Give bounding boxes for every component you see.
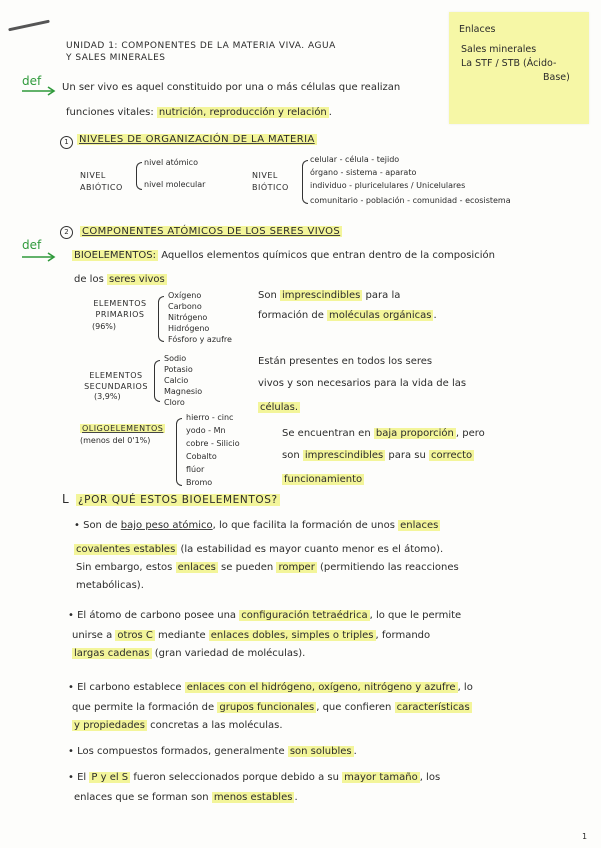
sticky-note-title: Enlaces — [459, 24, 496, 35]
element-item: Fósforo y azufre — [168, 335, 232, 344]
element-item: Cobalto — [186, 452, 217, 461]
element-item: Oxígeno — [168, 291, 202, 300]
element-item: Bromo — [186, 478, 213, 487]
biotic-item: individuo - pluricelulares / Unicelulares — [310, 181, 466, 190]
bullet-line: largas cadenas (gran variedad de moléculas). — [74, 648, 306, 659]
brace — [302, 160, 308, 204]
oligo-description-cont: son imprescindibles para su correcto — [282, 450, 473, 461]
arrow-right-icon — [20, 252, 58, 262]
bullet-line: unirse a otros C mediante enlaces dobles, simples o triples , formando — [72, 630, 431, 641]
bullet-line: • El carbono establece enlaces con el hidrógeno, oxígeno, nitrógeno y azufre , lo — [68, 682, 473, 693]
oligo-pct: (menos del 0'1%) — [80, 436, 151, 445]
element-item: Carbono — [168, 302, 202, 311]
why-question: ¿POR QUÉ ESTOS BIOELEMENTOS? — [78, 494, 278, 506]
element-item: Magnesio — [164, 387, 203, 396]
intro-line-1: Un ser vivo es aquel constituido por una o más células que realizan — [62, 82, 401, 93]
biotic-item: órgano - sistema - aparato — [310, 168, 417, 177]
element-item: Calcio — [164, 376, 189, 385]
bioelementos-definition-cont: de los seres vivos — [74, 274, 165, 285]
primarios-label: ELEMENTOS PRIMARIOS — [93, 299, 147, 319]
bullet-line: • Los compuestos formados, generalmente son solubles . — [68, 746, 357, 757]
section-number: 1 — [60, 136, 73, 149]
section-title: NIVELES DE ORGANIZACIÓN DE LA MATERIA — [79, 134, 315, 145]
primarios-description: Son imprescindibles para la — [258, 290, 401, 301]
sticky-note-line: La STF / STB (Ácido- — [461, 58, 557, 69]
biotic-label: NIVEL BIÓTICO — [252, 171, 289, 192]
element-item: Nitrógeno — [168, 313, 208, 322]
margin-def-label: def — [22, 74, 42, 88]
oligo-description-cont: funcionamiento — [284, 474, 363, 485]
biotic-item: celular - célula - tejido — [310, 155, 400, 164]
sub-arrow: L — [62, 492, 69, 506]
section-title: COMPONENTES ATÓMICOS DE LOS SERES VIVOS — [82, 226, 341, 237]
bullet-line: • El átomo de carbono posee una configuración tetraédrica , lo que le permite — [68, 610, 462, 621]
brace — [136, 162, 142, 190]
element-item: Sodio — [164, 354, 187, 363]
abiotic-item: nivel atómico — [144, 158, 198, 167]
arrow-right-icon — [20, 86, 58, 96]
bullet-line: Sin embargo, estos enlaces se pueden romper (permitiendo las reacciones — [76, 562, 459, 573]
page-number: 1 — [582, 832, 588, 841]
bullet-line: • El P y el S fueron seleccionados porque debido a su mayor tamaño , los — [68, 772, 441, 783]
bullet-line: covalentes estables (la estabilidad es mayor cuanto menor es el átomo). — [76, 544, 444, 555]
primarios-description-cont: formación de moléculas orgánicas . — [258, 310, 437, 321]
element-item: hierro - cinc — [186, 413, 234, 422]
biotic-item: comunitario - población - comunidad - ecosistema — [310, 196, 511, 205]
element-item: Hidrógeno — [168, 324, 210, 333]
pen-stroke-mark — [8, 20, 50, 32]
sticky-note-line: Base) — [543, 72, 570, 83]
element-item: cobre - Silicio — [186, 439, 240, 448]
element-item: yodo - Mn — [186, 426, 226, 435]
bullet-line: metabólicas). — [76, 580, 144, 591]
oligo-label: OLIGOELEMENTOS — [82, 424, 164, 433]
element-item: Potasio — [164, 365, 193, 374]
secundarios-label: ELEMENTOS SECUNDARIOS — [84, 371, 148, 391]
bioelementos-definition: BIOELEMENTOS: Aquellos elementos químicos que entran dentro de la composición — [74, 250, 495, 261]
brace — [176, 418, 182, 486]
brace — [154, 360, 160, 402]
primarios-pct: (96%) — [92, 322, 117, 331]
element-item: Cloro — [164, 398, 185, 407]
bullet-line: y propiedades concretas a las moléculas. — [74, 720, 283, 731]
oligo-description: Se encuentran en baja proporción , pero — [282, 428, 485, 439]
intro-line-2: funciones vitales: nutrición, reproducción y relación . — [66, 107, 332, 118]
secundarios-description: Están presentes en todos los seres — [258, 356, 433, 367]
margin-def-label: def — [22, 238, 42, 252]
section-number: 2 — [60, 226, 73, 239]
bullet-line: que permite la formación de grupos funcionales , que confieren características — [72, 702, 470, 713]
bullet-line: • Son de bajo peso atómico, lo que facilita la formación de unos enlaces — [74, 520, 439, 531]
sticky-note-line: Sales minerales — [461, 44, 537, 55]
element-item: flúor — [186, 465, 205, 474]
secundarios-description-cont: vivos y son necesarios para la vida de las — [258, 378, 467, 389]
brace — [158, 296, 164, 342]
secundarios-description-cont: células. — [260, 402, 299, 413]
abiotic-label: NIVEL ABIÓTICO — [80, 171, 123, 192]
secundarios-pct: (3,9%) — [94, 392, 121, 401]
bullet-line: enlaces que se forman son menos estables . — [74, 792, 298, 803]
abiotic-item: nivel molecular — [144, 180, 206, 189]
unit-title: UNIDAD 1: COMPONENTES DE LA MATERIA VIVA. AGUA Y SALES MINERALES — [66, 41, 336, 63]
sticky-note — [449, 12, 589, 124]
